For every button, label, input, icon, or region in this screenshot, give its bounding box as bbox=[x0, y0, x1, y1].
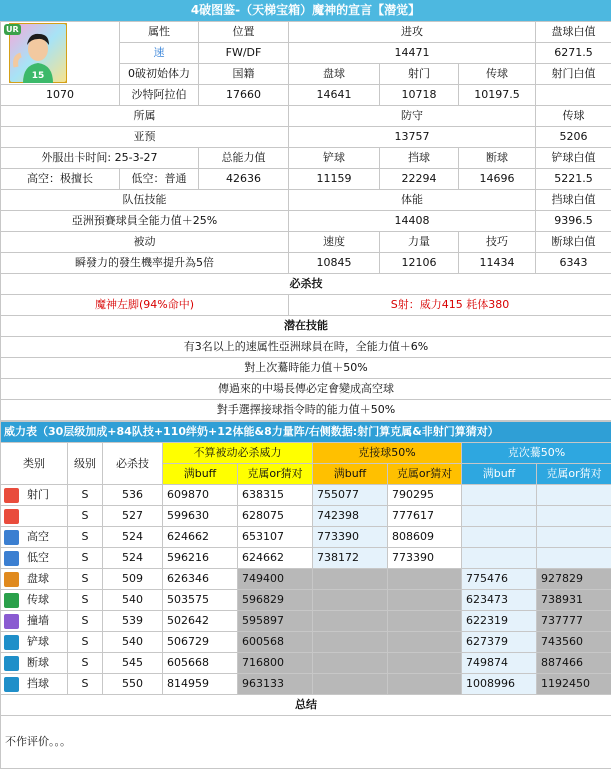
power-cost: 524 bbox=[103, 548, 163, 569]
power-value bbox=[462, 548, 537, 569]
power-value: 596829 bbox=[238, 590, 313, 611]
block-white-value: 9396.5 bbox=[536, 211, 611, 232]
tackle-label: 铲球 bbox=[289, 148, 380, 169]
power-table-header: 威力表（30层级加成+84队技+110绊奶+12体能&8力量阵/右侧数据:射门算克属&非射门算猜对） bbox=[1, 422, 611, 443]
country-value: 沙特阿拉伯 bbox=[120, 85, 199, 106]
total-value: 42636 bbox=[199, 169, 289, 190]
technique-value: 11434 bbox=[459, 253, 536, 274]
pass-white-value: 5206 bbox=[536, 127, 611, 148]
power-value bbox=[388, 653, 462, 674]
power-level: S bbox=[68, 527, 103, 548]
power-value: 749400 bbox=[238, 569, 313, 590]
power-cost: 545 bbox=[103, 653, 163, 674]
power-value bbox=[537, 548, 611, 569]
power-type-label: 挡球 bbox=[27, 677, 49, 690]
team-skill-value: 亞洲預賽球員全能力值＋25% bbox=[1, 211, 289, 232]
power-row bbox=[1, 485, 611, 506]
power-cost: 540 bbox=[103, 632, 163, 653]
jersey-number: 15 bbox=[32, 71, 45, 81]
skill-type-icon bbox=[4, 614, 19, 629]
skill-type-icon bbox=[4, 551, 19, 566]
sub-attr: 克属or猜对 bbox=[388, 464, 462, 485]
tackle-white-label: 铲球白值 bbox=[536, 148, 611, 169]
physical-label: 体能 bbox=[289, 190, 536, 211]
power-level: S bbox=[68, 632, 103, 653]
power-type bbox=[1, 569, 68, 590]
total-label: 总能力值 bbox=[199, 148, 289, 169]
passive-label: 被动 bbox=[1, 232, 289, 253]
power-value bbox=[388, 674, 462, 695]
power-value: 716800 bbox=[238, 653, 313, 674]
team-value: 亚预 bbox=[1, 127, 289, 148]
power-type bbox=[1, 674, 68, 695]
power-value: 503575 bbox=[163, 590, 238, 611]
dribble-value: 17660 bbox=[199, 85, 289, 106]
power-value: 773390 bbox=[313, 527, 388, 548]
group-receive: 克接球50% bbox=[313, 443, 462, 464]
power-level: S bbox=[68, 548, 103, 569]
power-value: 624662 bbox=[163, 527, 238, 548]
shoot-value: 14641 bbox=[289, 85, 380, 106]
power-type bbox=[1, 653, 68, 674]
speed-value: 10845 bbox=[289, 253, 380, 274]
sub-attr: 克属or猜对 bbox=[238, 464, 313, 485]
power-level: S bbox=[68, 569, 103, 590]
power-value: 12106 bbox=[380, 253, 459, 274]
latent-line: 傳過來的中場長傳必定會變成高空球 bbox=[1, 379, 611, 400]
power-level: S bbox=[68, 611, 103, 632]
power-value bbox=[388, 611, 462, 632]
power-value: 808609 bbox=[388, 527, 462, 548]
power-value: 506729 bbox=[163, 632, 238, 653]
defense-label: 防守 bbox=[289, 106, 536, 127]
power-type bbox=[1, 485, 68, 506]
speed-label: 速度 bbox=[289, 232, 380, 253]
page-title: 4破图鉴-（天梯宝箱）魔神的宣言【潜觉】 bbox=[0, 0, 611, 21]
power-type bbox=[1, 590, 68, 611]
power-value: 790295 bbox=[388, 485, 462, 506]
power-cost: 540 bbox=[103, 590, 163, 611]
power-value: 738172 bbox=[313, 548, 388, 569]
country-label: 国籍 bbox=[199, 64, 289, 85]
special-header: 必杀技 bbox=[1, 274, 611, 295]
power-value: 775476 bbox=[462, 569, 537, 590]
release-date: 外服出卡时间: 25-3-27 bbox=[1, 148, 199, 169]
power-type bbox=[1, 548, 68, 569]
attr-value: 速 bbox=[120, 43, 199, 64]
special-skill-power: S射：威力415 耗体380 bbox=[289, 295, 611, 316]
power-type-label: 射门 bbox=[27, 488, 49, 501]
power-label: 力量 bbox=[380, 232, 459, 253]
sub-attr: 克属or猜对 bbox=[537, 464, 611, 485]
latent-line: 有3名以上的速属性亞洲球員在時，全能力值＋6% bbox=[1, 337, 611, 358]
pos-label: 位置 bbox=[199, 22, 289, 43]
stamina-label: 0破初始体力 bbox=[120, 64, 199, 85]
skill-type-icon bbox=[4, 635, 19, 650]
team-label: 所属 bbox=[1, 106, 289, 127]
power-row bbox=[1, 569, 611, 590]
stamina-value: 1070 bbox=[1, 85, 120, 106]
power-level: S bbox=[68, 485, 103, 506]
power-value: 595897 bbox=[238, 611, 313, 632]
power-value: 653107 bbox=[238, 527, 313, 548]
power-type bbox=[1, 506, 68, 527]
power-level: S bbox=[68, 590, 103, 611]
block-label: 挡球 bbox=[380, 148, 459, 169]
power-type-label: 高空 bbox=[27, 530, 49, 543]
dribble-white-value: 6271.5 bbox=[536, 43, 611, 64]
attack-label: 进攻 bbox=[289, 22, 536, 43]
sub-full-buff: 满buff bbox=[462, 464, 537, 485]
power-type-label: 传球 bbox=[27, 593, 49, 606]
power-value: 627379 bbox=[462, 632, 537, 653]
power-value: 502642 bbox=[163, 611, 238, 632]
power-value bbox=[313, 611, 388, 632]
skill-type-icon bbox=[4, 572, 19, 587]
skill-type-icon bbox=[4, 593, 19, 608]
skill-type-icon bbox=[4, 530, 19, 545]
shoot-white-value: 10197.5 bbox=[459, 85, 536, 106]
power-value bbox=[462, 527, 537, 548]
power-value bbox=[388, 569, 462, 590]
tackle-white-value: 5221.5 bbox=[536, 169, 611, 190]
power-type bbox=[1, 632, 68, 653]
power-type-label: 盘球 bbox=[27, 572, 49, 585]
power-row bbox=[1, 674, 611, 695]
power-value: 737777 bbox=[537, 611, 611, 632]
power-value bbox=[462, 506, 537, 527]
power-row bbox=[1, 590, 611, 611]
power-value bbox=[313, 590, 388, 611]
skill-type-icon bbox=[4, 509, 19, 524]
col-level: 级别 bbox=[68, 443, 103, 485]
power-row bbox=[1, 611, 611, 632]
skill-type-icon bbox=[4, 656, 19, 671]
power-value bbox=[313, 569, 388, 590]
power-cost: 527 bbox=[103, 506, 163, 527]
power-value bbox=[462, 485, 537, 506]
block-value: 22294 bbox=[380, 169, 459, 190]
power-level: S bbox=[68, 653, 103, 674]
power-value bbox=[537, 527, 611, 548]
power-row bbox=[1, 527, 611, 548]
power-value: 738931 bbox=[537, 590, 611, 611]
power-row bbox=[1, 632, 611, 653]
power-type bbox=[1, 527, 68, 548]
technique-label: 技巧 bbox=[459, 232, 536, 253]
power-value: 927829 bbox=[537, 569, 611, 590]
attr-label: 属性 bbox=[120, 22, 199, 43]
dribble-label: 盘球 bbox=[289, 64, 380, 85]
low-ball: 低空：普通 bbox=[120, 169, 199, 190]
power-value: 626346 bbox=[163, 569, 238, 590]
power-row bbox=[1, 506, 611, 527]
group-base: 不算被动必杀威力 bbox=[163, 443, 313, 464]
player-portrait bbox=[1, 22, 120, 85]
summary-text: 不作评价。。。 bbox=[1, 716, 611, 769]
power-value: 887466 bbox=[537, 653, 611, 674]
power-value: 742398 bbox=[313, 506, 388, 527]
power-value: 605668 bbox=[163, 653, 238, 674]
power-value: 609870 bbox=[163, 485, 238, 506]
shoot-white-label: 射门白值 bbox=[536, 64, 611, 85]
shoot-label: 射门 bbox=[380, 64, 459, 85]
summary-header: 总结 bbox=[1, 695, 611, 716]
power-table bbox=[0, 421, 611, 769]
power-cost: 539 bbox=[103, 611, 163, 632]
col-cost: 必杀技 bbox=[103, 443, 163, 485]
power-cost: 550 bbox=[103, 674, 163, 695]
intercept-white-label: 断球白值 bbox=[536, 232, 611, 253]
power-value: 814959 bbox=[163, 674, 238, 695]
stats-table bbox=[0, 21, 611, 421]
tackle-value: 11159 bbox=[289, 169, 380, 190]
card-rarity-badge: UR bbox=[4, 24, 21, 35]
power-value bbox=[313, 653, 388, 674]
attack-value: 14471 bbox=[289, 43, 536, 64]
power-value bbox=[313, 674, 388, 695]
pos-value: FW/DF bbox=[199, 43, 289, 64]
power-value bbox=[537, 506, 611, 527]
intercept-white-value: 6343 bbox=[536, 253, 611, 274]
power-value: 755077 bbox=[313, 485, 388, 506]
sub-full-buff: 满buff bbox=[163, 464, 238, 485]
intercept-label: 断球 bbox=[459, 148, 536, 169]
power-value bbox=[388, 632, 462, 653]
team-skill-label: 队伍技能 bbox=[1, 190, 289, 211]
power-value bbox=[537, 485, 611, 506]
power-type-label: 低空 bbox=[27, 551, 49, 564]
special-skill-name: 魔神左脚(94%命中) bbox=[1, 295, 289, 316]
power-type-label: 铲球 bbox=[27, 635, 49, 648]
physical-value: 14408 bbox=[289, 211, 536, 232]
power-value: 638315 bbox=[238, 485, 313, 506]
pass-white-label: 传球 bbox=[536, 106, 611, 127]
power-value bbox=[313, 632, 388, 653]
power-value: 777617 bbox=[388, 506, 462, 527]
power-level: S bbox=[68, 506, 103, 527]
power-value: 624662 bbox=[238, 548, 313, 569]
power-type-label: 断球 bbox=[27, 656, 49, 669]
power-value: 773390 bbox=[388, 548, 462, 569]
power-type bbox=[1, 611, 68, 632]
power-cost: 524 bbox=[103, 527, 163, 548]
power-row bbox=[1, 548, 611, 569]
power-value bbox=[388, 590, 462, 611]
power-cost: 509 bbox=[103, 569, 163, 590]
high-ball: 高空：极擅长 bbox=[1, 169, 120, 190]
defense-value: 13757 bbox=[289, 127, 536, 148]
sub-full-buff: 满buff bbox=[313, 464, 388, 485]
latent-line: 對手選擇接球指令時的能力值＋50% bbox=[1, 400, 611, 421]
dribble-white-label: 盘球白值 bbox=[536, 22, 611, 43]
pass-label: 传球 bbox=[459, 64, 536, 85]
power-value: 628075 bbox=[238, 506, 313, 527]
block-white-label: 挡球白值 bbox=[536, 190, 611, 211]
passive-value: 瞬發力的發生機率提升為5倍 bbox=[1, 253, 289, 274]
skill-type-icon bbox=[4, 677, 19, 692]
power-value: 596216 bbox=[163, 548, 238, 569]
group-second: 克次驀50% bbox=[462, 443, 611, 464]
latent-line: 對上次驀時能力值＋50% bbox=[1, 358, 611, 379]
power-value: 622319 bbox=[462, 611, 537, 632]
power-cost: 536 bbox=[103, 485, 163, 506]
skill-type-icon bbox=[4, 488, 19, 503]
power-level: S bbox=[68, 674, 103, 695]
latent-header: 潜在技能 bbox=[1, 316, 611, 337]
power-value: 1192450 bbox=[537, 674, 611, 695]
intercept-value: 14696 bbox=[459, 169, 536, 190]
power-type-label: 撞墙 bbox=[27, 614, 49, 627]
col-type: 类别 bbox=[1, 443, 68, 485]
power-value: 623473 bbox=[462, 590, 537, 611]
power-value: 1008996 bbox=[462, 674, 537, 695]
power-value: 600568 bbox=[238, 632, 313, 653]
power-value: 599630 bbox=[163, 506, 238, 527]
pass-value: 10718 bbox=[380, 85, 459, 106]
power-value: 743560 bbox=[537, 632, 611, 653]
power-value: 749874 bbox=[462, 653, 537, 674]
power-row bbox=[1, 653, 611, 674]
power-value: 963133 bbox=[238, 674, 313, 695]
